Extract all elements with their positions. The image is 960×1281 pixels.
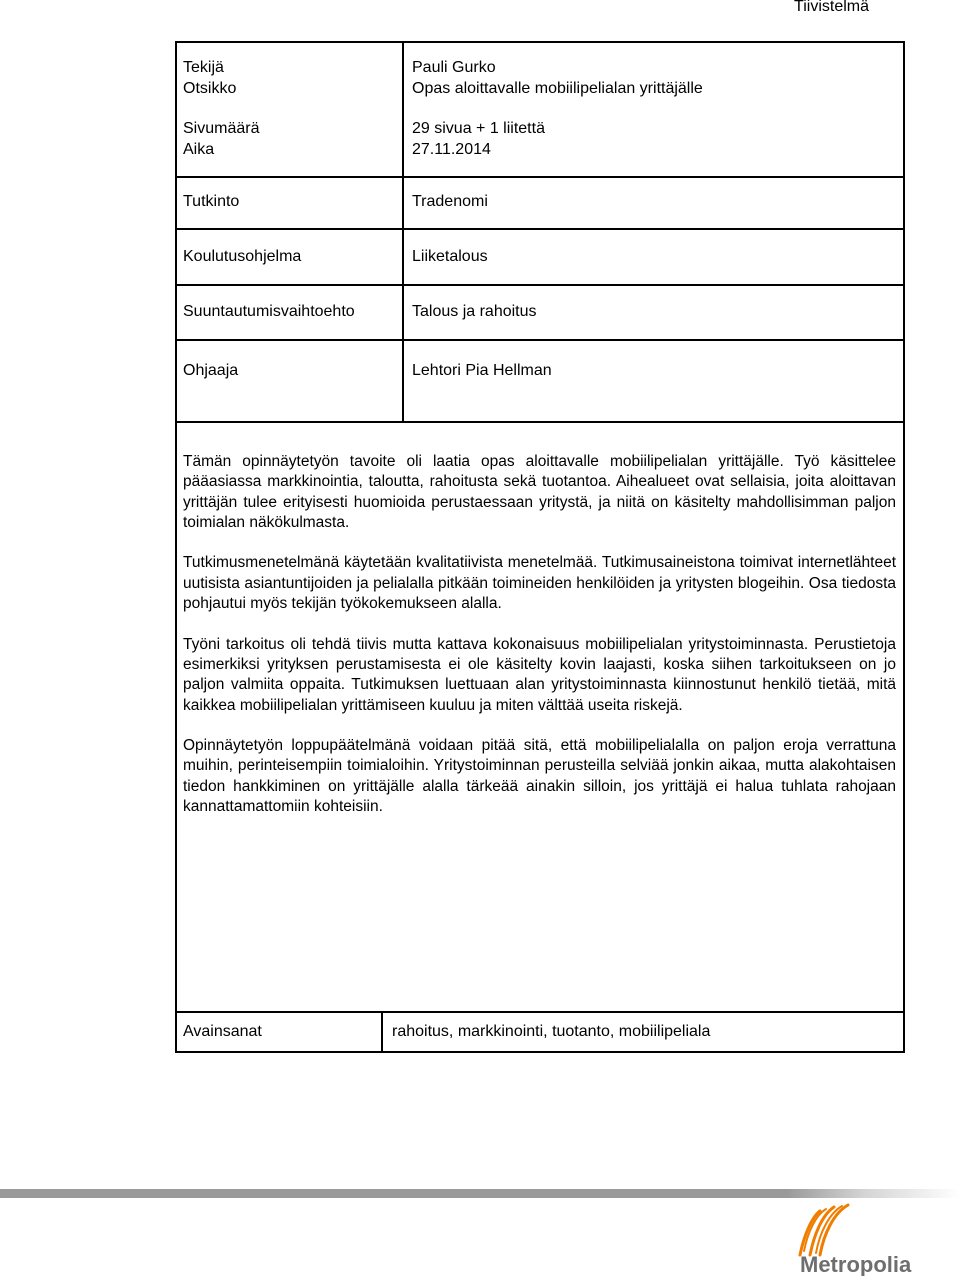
row-divider <box>175 176 905 178</box>
abstract-paragraph: Opinnäytetyön loppupäätelmänä voidaan pitää sitä, että mobiilipelialalla on paljon eroja verrattuna muihin, perinteisempiin toimialoihin. Yritystoiminnan perusteilla selviää jonkin aikaa, mutta alakohtaisen tiedon hankkiminen on yrittäjälle alalla tärkeää ainakin silloin, jos yrittäjä ei halua tuhlata rahojaan kannattamattomiin kohteisiin. <box>183 737 896 816</box>
pages-value: 29 sivua + 1 liitettä <box>412 120 545 137</box>
author-label: Tekijä <box>183 59 224 76</box>
abstract-keywords-divider <box>175 1011 905 1013</box>
metropolia-logo <box>790 1195 960 1276</box>
metropolia-logo-mark <box>790 1195 960 1276</box>
degree-label: Tutkinto <box>183 193 240 210</box>
keywords-value: rahoitus, markkinointi, tuotanto, mobiilipeliala <box>392 1023 711 1040</box>
keywords-column-divider <box>381 1013 383 1053</box>
degree-value: Tradenomi <box>412 193 488 210</box>
programme-value: Liiketalous <box>412 248 488 265</box>
keywords-label: Avainsanat <box>183 1023 262 1040</box>
abstract-text <box>183 452 896 838</box>
logo-swoosh-icon <box>800 1205 848 1255</box>
date-value: 27.11.2014 <box>412 141 491 158</box>
supervisor-value: Lehtori Pia Hellman <box>412 362 552 379</box>
row-divider <box>175 284 905 286</box>
title-value: Opas aloittavalle mobiilipelialan yrittäjälle <box>412 80 703 97</box>
date-label: Aika <box>183 141 215 158</box>
pages-label: Sivumäärä <box>183 120 260 137</box>
info-column-divider <box>402 41 404 423</box>
title-label: Otsikko <box>183 80 237 97</box>
row-divider <box>175 339 905 341</box>
abstract-paragraph: Tutkimusmenetelmänä käytetään kvalitatiivista menetelmää. Tutkimusaineistona toimivat internetlähteet uutisista asiantuntijoiden ja pelialalla pitkään toimineiden henkilöiden ja yritysten blogeihin. Osa tiedosta pohjautui myös tekijän työkokemukseen alalla. <box>183 554 896 613</box>
programme-label: Koulutusohjelma <box>183 248 302 265</box>
logo-wordmark: Metropolia <box>800 1252 912 1276</box>
abstract-paragraph: Työni tarkoitus oli tehdä tiivis mutta kattava kokonaisuus mobiilipelialan yritystoiminnasta. Perustietoja esimerkiksi yrityksen perustamisesta ei ole käsitelty kovin laajasti, koska siihen tarkoitukseen on jo paljon valmiita oppaita. Tutkimuksen luettuaan alan yritystoiminnasta kiinnostunut henkilö tietää, mitä kaikkea mobiilipelialan yrittämiseen kuuluu ja miten välttää useita riskejä. <box>183 635 896 714</box>
supervisor-label: Ohjaaja <box>183 362 239 379</box>
info-abstract-divider <box>175 421 905 423</box>
specialisation-label: Suuntautumisvaihtoehto <box>183 303 355 320</box>
row-divider <box>175 228 905 230</box>
specialisation-value: Talous ja rahoitus <box>412 303 537 320</box>
page-header-title: Tiivistelmä <box>794 0 869 15</box>
author-value: Pauli Gurko <box>412 59 496 76</box>
abstract-paragraph: Tämän opinnäytetyön tavoite oli laatia opas aloittavalle mobiilipelialan yrittäjälle. Työ käsittelee pääasiassa markkinointia, taloutta, rahoitusta sekä tuotantoa. Aihealueet ovat sellaisia, joita aloittavan yrittäjän tulee erityisesti huomioida perustaessaan yritystä, ja niitä on käsitelty mahdollisimman paljon toimialan näkökulmasta. <box>183 453 896 531</box>
